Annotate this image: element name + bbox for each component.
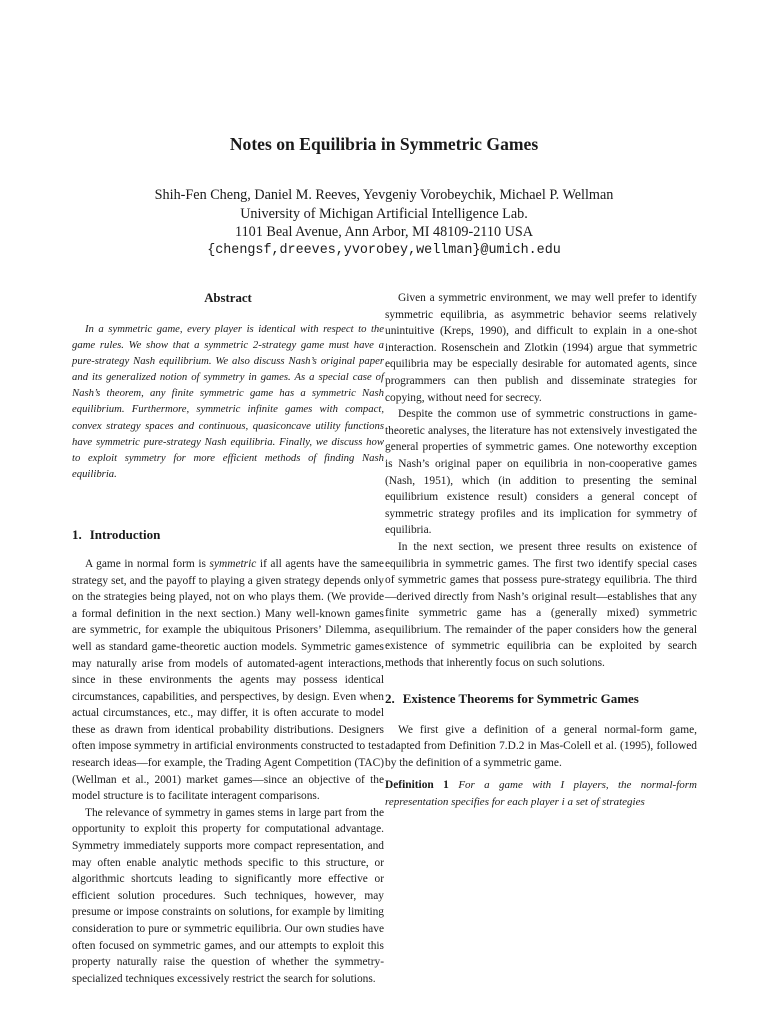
section-number: 1. (72, 526, 82, 542)
abstract-heading: Abstract (204, 291, 252, 305)
right-column (385, 290, 697, 811)
definition-text: For a game with I players, the normal-form representation specifies for each player i a set of strategies (385, 779, 697, 809)
definition-label: Definition 1 (385, 779, 449, 792)
paper-title: Notes on Equilibria in Symmetric Games (229, 134, 539, 154)
author-address: 1101 Beal Avenue, Ann Arbor, MI 48109-2110 USA (235, 224, 533, 240)
section-heading-introduction (72, 527, 384, 543)
paragraph: We first give a definition of a general normal-form game, adapted from Definition 7.D.2 in Mas-Colell et al. (1995), followed by the definition of a symmetric game. (385, 723, 697, 769)
author-affiliation: University of Michigan Artificial Intelligence Lab. (240, 205, 528, 222)
left-column (72, 290, 384, 987)
author-email: {chengsf,dreeves,yvorobey,wellman}@umich.edu (207, 242, 561, 258)
paragraph: Given a symmetric environment, we may well prefer to identify symmetric equilibria, as asymmetric behavior seems relatively unintuitive (Kreps, 1990), and difficult to explain in a one-shot interaction. Rosenschein and Zlotkin (1994) argue that symmetric equilibria may be especially desirable for automated agents, since programmers can then publish and disseminate strategies for copying, without need for secrecy. (385, 292, 697, 404)
emphasis-text: symmetric (209, 557, 257, 570)
paragraph-text: A game in normal form is (85, 557, 210, 570)
section-heading-existence (385, 691, 697, 707)
section-title: Existence Theorems for Symmetric Games (402, 690, 639, 706)
section-number: 2. (385, 690, 395, 706)
author-block (0, 186, 768, 260)
author-names: Shih-Fen Cheng, Daniel M. Reeves, Yevgeniy Vorobeychik, Michael P. Wellman (154, 187, 614, 203)
paragraph: The relevance of symmetry in games stems in large part from the opportunity to exploit this property for computational advantage. Symmetry immediately supports more compact representation, and may often enable analytic methods specific to this structure, or algorithmic shortcuts leading to significantly more effective or efficient solution procedures. Such techniques, however, may presume or impose constraints on solutions, for example by limiting consideration to pure or symmetric equilibria. Our own studies have often focused on symmetric games, and our attempts to exploit this property naturally raise the question of whether the symmetry-specialized techniques excessively restrict the search for solutions. (72, 806, 384, 985)
section-title: Introduction (89, 526, 161, 542)
abstract-text: In a symmetric game, every player is identical with respect to the game rules. We show that a symmetric 2-strategy game must have a pure-strategy Nash equilibrium. We also discuss Nash’s original paper and its generalized notion of symmetry in games. As a special case of Nash’s theorem, any finite symmetric game has a symmetric Nash equilibrium. Furthermore, symmetric infinite games with compact, convex strategy spaces and continuous, quasiconcave utility functions have symmetric pure-strategy Nash equilibria. Finally, we discuss how to exploit symmetry for more efficient methods of finding Nash equilibria. (72, 323, 384, 480)
definition (385, 777, 697, 810)
paragraph: Despite the common use of symmetric constructions in game-theoretic analyses, the literature has not extensively investigated the general properties of symmetric games. One noteworthy exception is Nash’s original paper on equilibria in non-cooperative games (Nash, 1951), which (in addition to presenting the seminal equilibrium existence result) considers a general concept of symmetric strategy profiles and its implication for symmetry of equilibria. (385, 408, 697, 537)
paragraph-text: if all agents have the same strategy set, and the payoff to playing a given strategy depends only on the strategies being played, not on who plays them. (We provide a formal definition in the next section.) Many well-known games are symmetric, for example the ubiquitous Prisoners’ Dilemma, as well as standard game-theoretic auction models. Symmetric games may naturally arise from models of automated-agent interactions, since in these environments the agents may possess identical circumstances, capabilities, and perspectives, by design. Even when actual circumstances, etc., may differ, it is often accurate to model these as drawn from identical probability distributions. Designers often impose symmetry in artificial environments constructed to test research ideas—for example, the Trading Agent Competition (TAC) (Wellman et al., 2001) market games—since an objective of the model structure is to facilitate interagent comparisons. (72, 557, 384, 803)
paragraph: In the next section, we present three results on existence of equilibria in symmetric games. The first two identify special cases of symmetric games that possess pure-strategy equilibria. The third—derived directly from Nash’s original result—establishes that any finite symmetric game has a (generally mixed) symmetric equilibrium. The remainder of the paper considers how the general existence of symmetric equilibria can be exploited by search methods that inherently focus on such solutions. (385, 540, 697, 670)
paragraph (72, 556, 384, 805)
